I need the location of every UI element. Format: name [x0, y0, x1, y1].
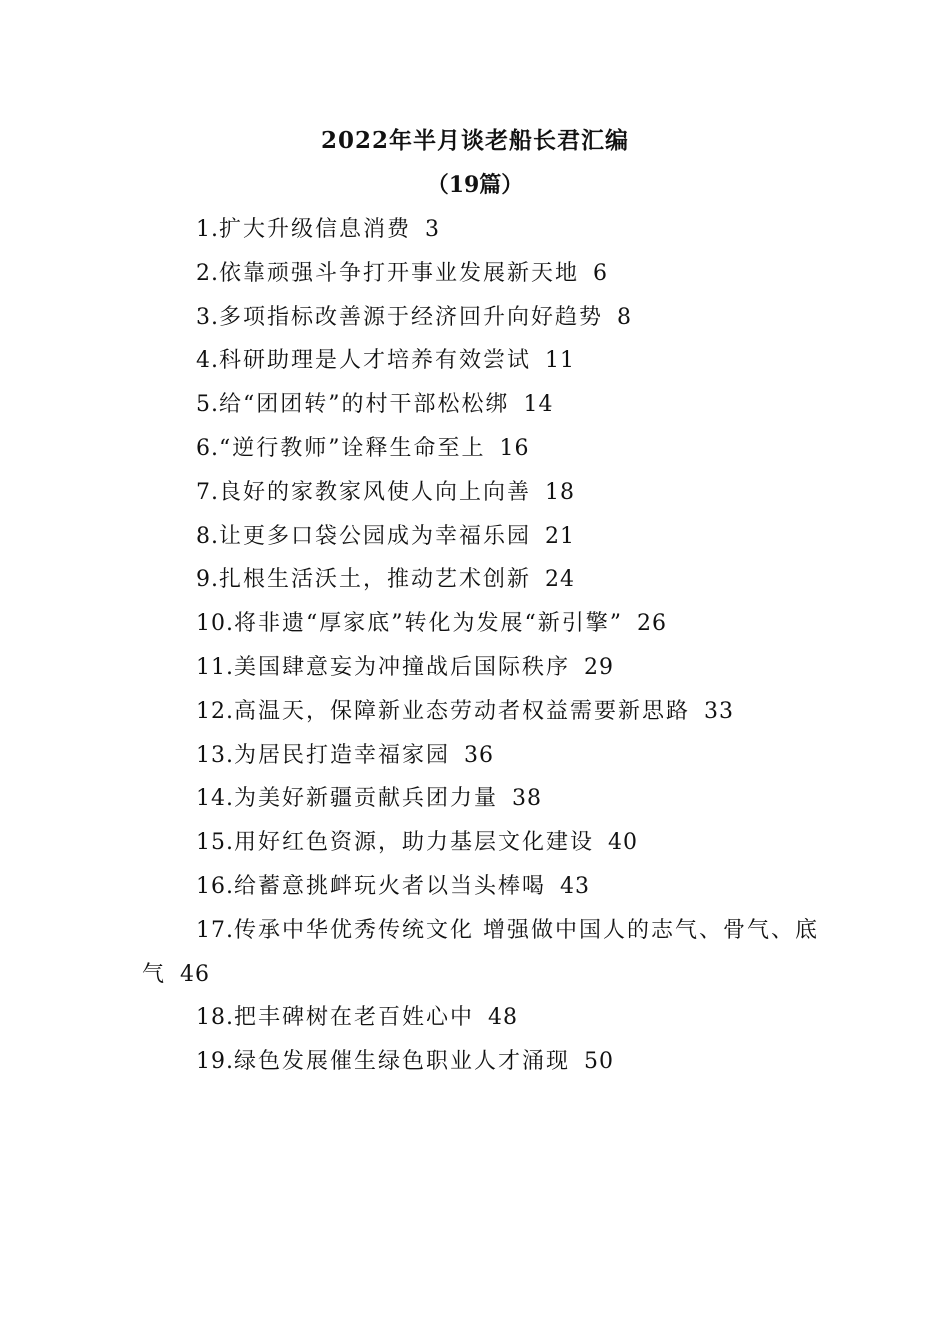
toc-entry-page-number: 40: [608, 830, 639, 856]
toc-entry-page-number: 36: [464, 742, 495, 768]
toc-entry-title: “逆行教师”诠释生命至上: [219, 435, 486, 461]
toc-entry: [142, 821, 822, 865]
toc-entry: [142, 471, 822, 515]
toc-entry-page-number: 14: [523, 392, 554, 418]
toc-entry-number: 2.: [196, 260, 219, 286]
toc-entry-title: 扎根生活沃土，推动艺术创新: [219, 567, 532, 593]
toc-entry-page-number: 48: [488, 1005, 519, 1031]
toc-entry-title: 给蓄意挑衅玩火者以当头棒喝: [234, 873, 547, 899]
toc-entry-number: 13.: [196, 742, 234, 768]
toc-entry-page-number: 21: [545, 523, 576, 549]
toc-entry: [142, 1040, 822, 1084]
toc-entry-page-number: 3: [425, 217, 441, 242]
toc-entry-title: 为美好新疆贡献兵团力量: [234, 786, 499, 812]
document-subtitle: （19篇）: [426, 172, 524, 198]
toc-entry: [142, 515, 822, 559]
toc-entry-title: 良好的家教家风使人向上向善: [219, 479, 532, 505]
toc-entry-number: 6.: [196, 435, 219, 461]
toc-entry: [142, 296, 822, 340]
toc-entry-title: 给“团团转”的村干部松松绑: [219, 392, 510, 418]
toc-entry-number: 3.: [196, 304, 219, 330]
toc-entry: [142, 252, 822, 296]
toc-entry-page-number: 50: [584, 1049, 615, 1075]
toc-entry: [142, 777, 822, 821]
toc-entry-title: 扩大升级信息消费: [219, 217, 412, 242]
toc-entry-number: 9.: [196, 567, 219, 593]
toc-entry-title: 用好红色资源，助力基层文化建设: [234, 830, 595, 856]
toc-entry-number: 14.: [196, 786, 234, 812]
toc-entry: [142, 865, 822, 909]
toc-entry-title: 为居民打造幸福家园: [234, 742, 451, 768]
toc-entry-title: 多项指标改善源于经济回升向好趋势: [219, 304, 604, 330]
toc-entry-number: 18.: [196, 1005, 234, 1031]
toc-entry-number: 10.: [196, 611, 234, 637]
toc-entry-number: 11.: [196, 654, 234, 680]
toc-entry-page-number: 11: [545, 348, 576, 374]
toc-entry-number: 4.: [196, 348, 219, 374]
toc-entry-page-number: 16: [499, 435, 530, 461]
toc-entry-page-number: 29: [584, 654, 615, 680]
toc-entry-title: 让更多口袋公园成为幸福乐园: [219, 523, 532, 549]
toc-entry: [142, 383, 822, 427]
toc-entry: [142, 734, 822, 778]
toc-entry-title: 依靠顽强斗争打开事业发展新天地: [219, 260, 580, 286]
toc-entry-page-number: 6: [593, 260, 609, 286]
toc-entry: [142, 558, 822, 602]
toc-entry-title: 将非遗“厚家底”转化为发展“新引擎”: [234, 611, 623, 637]
toc-entry: [142, 602, 822, 646]
toc-entry-page-number: 38: [512, 786, 543, 812]
table-of-contents: [142, 208, 822, 1084]
toc-entry-number: 5.: [196, 392, 219, 418]
toc-entry-number: 7.: [196, 479, 219, 505]
toc-entry-page-number: 8: [617, 304, 633, 330]
toc-entry-page-number: 26: [637, 611, 667, 637]
toc-entry-title: 传承中华优秀传统文化 增强做中国人的志气、骨气、底气: [142, 917, 819, 987]
toc-entry-title: 科研助理是人才培养有效尝试: [219, 348, 532, 374]
toc-entry-title: 高温天，保障新业态劳动者权益需要新思路: [234, 698, 691, 724]
toc-entry-page-number: 43: [560, 873, 591, 899]
toc-entry-number: 16.: [196, 873, 234, 899]
toc-entry-page-number: 24: [545, 567, 576, 593]
toc-entry-number: 8.: [196, 523, 219, 549]
toc-entry-number: 12.: [196, 698, 234, 724]
toc-entry-title: 绿色发展催生绿色职业人才涌现: [234, 1049, 571, 1075]
toc-entry: [142, 996, 822, 1040]
toc-entry-number: 15.: [196, 830, 234, 856]
toc-entry-number: 17.: [196, 917, 234, 943]
toc-entry-page-number: 33: [704, 698, 735, 724]
toc-entry-page-number: 46: [180, 961, 211, 987]
toc-entry: [142, 427, 822, 471]
toc-entry: [142, 909, 822, 997]
toc-entry-number: 19.: [196, 1049, 234, 1075]
toc-entry: [142, 208, 822, 252]
toc-entry-title: 把丰碑树在老百姓心中: [234, 1005, 475, 1031]
toc-entry-page-number: 18: [545, 479, 576, 505]
toc-entry: [142, 690, 822, 734]
toc-entry: [142, 339, 822, 383]
toc-entry: [142, 646, 822, 690]
document-title: 2022年半月谈老船长君汇编: [320, 127, 629, 154]
toc-entry-number: 1.: [196, 217, 219, 242]
toc-entry-title: 美国肆意妄为冲撞战后国际秩序: [234, 654, 571, 680]
